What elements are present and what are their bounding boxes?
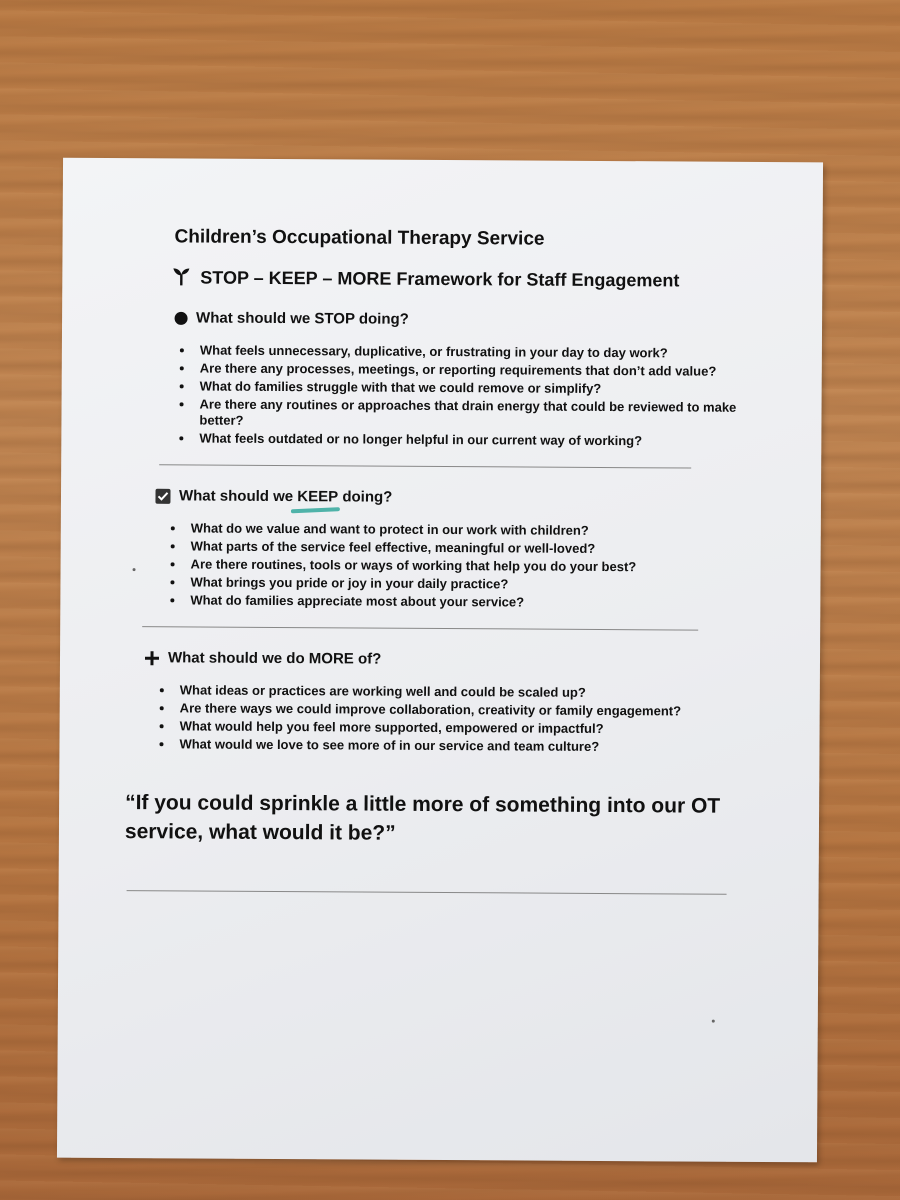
checkbox-check-icon <box>155 488 171 504</box>
keep-question-list <box>166 520 753 612</box>
list-item: What feels outdated or no longer helpful in our current way of working? <box>175 430 753 450</box>
keep-section-heading <box>155 487 753 508</box>
list-item: Are there ways we could improve collaboration, creativity or family engagement? <box>156 700 752 720</box>
subtitle-text: STOP – KEEP – MORE Framework for Staff Engagement <box>200 267 680 291</box>
stop-question-list <box>175 342 754 450</box>
plus-icon <box>144 650 160 666</box>
list-item: What parts of the service feel effective, meaningful or well-loved? <box>167 538 753 558</box>
stop-heading-text: What should we STOP doing? <box>196 309 409 328</box>
more-question-list <box>155 682 751 756</box>
section-divider <box>142 626 698 630</box>
list-item: Are there any processes, meetings, or reporting requirements that don’t add value? <box>176 360 754 380</box>
marker-underline <box>291 507 340 513</box>
paper-speck <box>712 1020 715 1023</box>
section-divider <box>159 464 691 468</box>
seedling-icon <box>170 266 192 286</box>
list-item: What do families struggle with that we could remove or simplify? <box>176 378 754 398</box>
document-subtitle <box>170 266 754 293</box>
black-circle-icon <box>174 311 188 325</box>
paper-speck <box>133 568 136 571</box>
list-item: Are there routines, tools or ways of working that help you do your best? <box>167 556 753 576</box>
list-item: Are there any routines or approaches that drain energy that could be reviewed to make better? <box>175 396 753 432</box>
list-item: What ideas or practices are working well and could be scaled up? <box>156 682 752 702</box>
printed-sheet <box>57 158 823 1163</box>
keep-heading-prefix: What should we <box>178 487 298 506</box>
closing-quote: “If you could sprinkle a little more of something into our OT service, what would it be?” <box>124 791 721 845</box>
list-item: What do we value and want to protect in our work with children? <box>167 520 753 540</box>
keep-heading-highlight: KEEP <box>297 488 339 506</box>
list-item: What do families appreciate most about your service? <box>166 592 752 612</box>
list-item: What brings you pride or joy in your daily practice? <box>166 574 752 594</box>
sheet-content <box>124 226 755 895</box>
keep-highlight-word <box>297 488 338 505</box>
list-item: What would help you feel more supported, empowered or impactful? <box>156 718 752 738</box>
list-item: What would we love to see more of in our service and team culture? <box>155 736 751 756</box>
list-item: What feels unnecessary, duplicative, or frustrating in your day to day work? <box>176 342 754 362</box>
document-title: Children’s Occupational Therapy Service <box>174 226 545 250</box>
more-heading-text: What should we do MORE of? <box>167 649 382 668</box>
answer-line <box>127 890 727 895</box>
keep-heading-suffix: doing? <box>338 488 393 506</box>
more-section-heading <box>144 649 752 670</box>
stop-section-heading <box>174 309 754 330</box>
